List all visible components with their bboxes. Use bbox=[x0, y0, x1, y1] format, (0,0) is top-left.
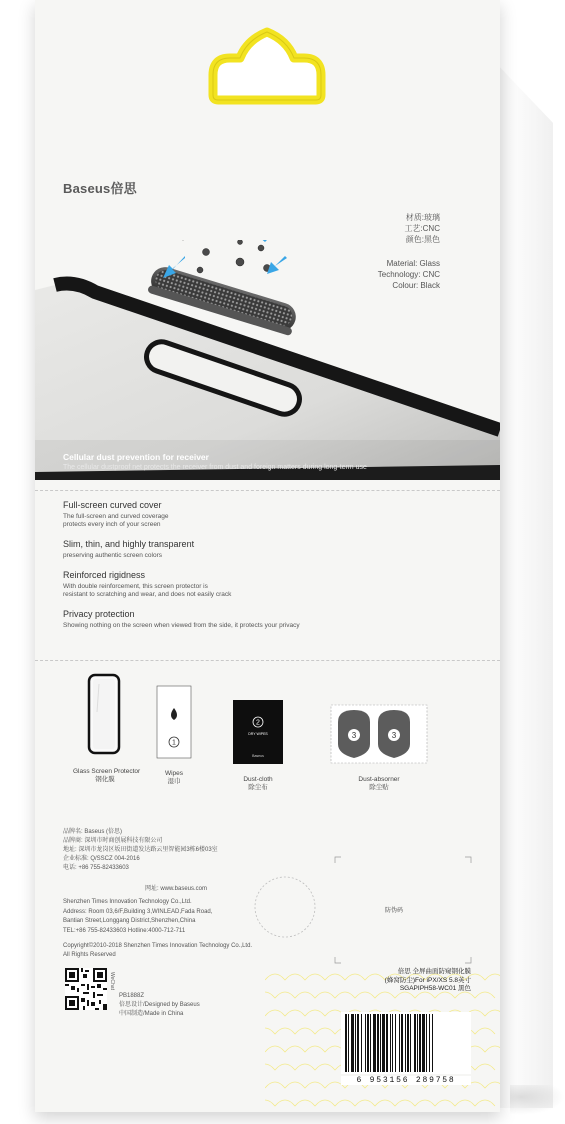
barcode-bar bbox=[373, 1014, 376, 1072]
info-line: 品牌商: 深圳市时商创展科技有限公司 bbox=[63, 838, 163, 844]
anti-counterfeit-label: 防伪码 bbox=[385, 908, 404, 914]
info-line: Address: Room 03,6/F,Building 3,WINLEAD,Fada Road, bbox=[63, 908, 213, 915]
glass-protector-icon bbox=[89, 675, 119, 753]
barcode-bar bbox=[361, 1014, 362, 1072]
info-line: 企业标准: Q/SSCZ 004-2016 bbox=[63, 856, 140, 862]
barcode-bar bbox=[377, 1014, 379, 1072]
barcode-bar bbox=[370, 1014, 371, 1072]
info-line: 品牌名: Baseus (倍思) bbox=[63, 829, 123, 835]
barcode-bar bbox=[399, 1014, 400, 1072]
svg-text:3: 3 bbox=[391, 731, 397, 740]
feature-item bbox=[63, 570, 423, 599]
feature-title: Reinforced rigidness bbox=[63, 570, 146, 580]
barcode-bar bbox=[390, 1014, 391, 1072]
product-name-line: (蜂窝防尘)For iPX/XS 5.8英寸 bbox=[384, 976, 471, 984]
barcode-bar bbox=[426, 1014, 427, 1072]
barcode bbox=[341, 1012, 471, 1074]
wipes-icon bbox=[157, 686, 191, 758]
spec-colour-en: Colour: Black bbox=[392, 281, 440, 290]
design-info-line: 中国制造/Made in China bbox=[119, 1011, 184, 1017]
spec-colour-cn: 颜色:黑色 bbox=[405, 235, 440, 244]
package-back bbox=[35, 0, 500, 1112]
barcode-bar bbox=[432, 1014, 433, 1072]
divider bbox=[35, 660, 500, 661]
brand-logo: Baseus倍思 bbox=[63, 181, 137, 196]
feature-desc bbox=[63, 622, 423, 630]
barcode-bar bbox=[422, 1014, 425, 1072]
svg-text:DRY WIPES: DRY WIPES bbox=[248, 732, 268, 736]
feature-item bbox=[63, 500, 423, 529]
feature-desc-line: The full-screen and curved coverage bbox=[63, 513, 169, 520]
barcode-bar bbox=[401, 1014, 403, 1072]
box-side-panel bbox=[493, 60, 553, 1108]
spec-material-cn: 材质:玻璃 bbox=[405, 213, 440, 222]
item-label-dust-absorber bbox=[339, 776, 419, 792]
barcode-number: 6 953156 289758 bbox=[341, 1076, 471, 1085]
info-line: 地址: 深圳市龙岗区坂田街道发达路云里智能园3栋6楼03室 bbox=[63, 847, 218, 853]
item-label-dust-cloth bbox=[233, 776, 283, 792]
dust-absorber-icon bbox=[331, 705, 427, 763]
info-line: TEL:+86 755-82433603 Hotline:4000-712-711 bbox=[63, 927, 186, 934]
barcode-bar bbox=[355, 1014, 356, 1072]
item-name-cn: 除尘贴 bbox=[369, 784, 389, 791]
info-line: Shenzhen Times Innovation Technology Co.,Ltd. bbox=[63, 899, 192, 905]
feature-item bbox=[63, 609, 423, 630]
hanger-hole bbox=[35, 0, 500, 140]
dust-cloth-icon bbox=[233, 700, 283, 764]
barcode-bar bbox=[365, 1014, 366, 1072]
qr-code bbox=[65, 968, 107, 1010]
feature-item bbox=[63, 539, 423, 560]
feature-desc-line: preserving authentic screen colors bbox=[63, 552, 162, 559]
feature-desc-line: protects every inch of your screen bbox=[63, 521, 161, 528]
package-contents bbox=[35, 672, 500, 812]
item-name-en: Dust-absorner bbox=[358, 776, 400, 783]
copyright-line: All Rights Reserved bbox=[63, 952, 116, 958]
svg-text:1: 1 bbox=[172, 739, 176, 747]
feature-desc bbox=[63, 513, 423, 529]
feature-desc bbox=[63, 583, 423, 599]
item-name-cn: 除尘布 bbox=[248, 784, 268, 791]
spec-material-en: Material: Glass bbox=[386, 259, 440, 268]
barcode-bar bbox=[345, 1014, 347, 1072]
item-name-cn: 湿巾 bbox=[167, 778, 181, 785]
caption-description: The cellular dustproof net protects the receiver from dust and foreign matters during long-term use bbox=[63, 464, 367, 471]
item-name-en: Dust-cloth bbox=[243, 776, 273, 783]
item-name-en: Wipes bbox=[164, 770, 184, 777]
svg-text:Baseus: Baseus bbox=[252, 754, 264, 758]
barcode-bar bbox=[419, 1014, 421, 1072]
barcode-bar bbox=[407, 1014, 409, 1072]
item-name-en: Glass Screen Protector bbox=[73, 768, 141, 775]
design-info bbox=[119, 992, 200, 1019]
design-info-line: 倍思设计/Designed by Baseus bbox=[119, 1002, 200, 1008]
item-label-glass bbox=[73, 768, 141, 784]
barcode-bar bbox=[348, 1014, 349, 1072]
company-info-cn bbox=[63, 828, 218, 873]
barcode-bar bbox=[414, 1014, 416, 1072]
barcode-bar bbox=[392, 1014, 393, 1072]
wechat-label: WeChat bbox=[109, 972, 115, 990]
feature-desc-line: resistant to scratching and wear, and does not easily crack bbox=[63, 591, 232, 598]
design-info-line: PB1888Z bbox=[119, 993, 145, 999]
feature-desc bbox=[63, 552, 423, 560]
company-info-en bbox=[63, 898, 212, 936]
item-name-cn: 钢化膜 bbox=[95, 776, 115, 783]
barcode-bar bbox=[417, 1014, 418, 1072]
barcode-bar bbox=[405, 1014, 406, 1072]
svg-text:2: 2 bbox=[256, 719, 260, 727]
barcode-bar bbox=[367, 1014, 369, 1072]
feature-title: Slim, thin, and highly transparent bbox=[63, 539, 195, 549]
spec-technology-en: Technology: CNC bbox=[377, 270, 440, 279]
anti-counterfeit-area bbox=[225, 855, 475, 965]
feature-title: Full-screen curved cover bbox=[63, 500, 162, 510]
barcode-bar bbox=[382, 1014, 385, 1072]
product-name-line: SGAPIPH58-WC01 黑色 bbox=[399, 985, 471, 992]
feature-desc-line: Showing nothing on the screen when viewed from the side, it protects your privacy bbox=[63, 622, 300, 629]
barcode-bar bbox=[410, 1014, 411, 1072]
item-label-wipes bbox=[149, 770, 199, 786]
copyright bbox=[63, 942, 252, 960]
caption-title: Cellular dust prevention for receiver bbox=[63, 452, 209, 462]
spec-technology-cn: 工艺:CNC bbox=[404, 224, 440, 233]
barcode-bar bbox=[351, 1014, 354, 1072]
barcode-bar bbox=[380, 1014, 381, 1072]
info-line: Bantian Street,Longgang District,Shenzhen,China bbox=[63, 918, 196, 924]
feature-desc-line: With double reinforcement, this screen protector is bbox=[63, 583, 208, 590]
copyright-line: Copyright©2010-2018 Shenzhen Times Innovation Technology Co.,Ltd. bbox=[63, 943, 253, 949]
barcode-bar bbox=[357, 1014, 359, 1072]
barcode-bar bbox=[429, 1014, 430, 1072]
product-name-line: 倍思 全屏曲面防窥钢化膜 bbox=[397, 968, 471, 975]
info-line: 电话: +86 755-82433603 bbox=[63, 865, 129, 871]
website: 网址: www.baseus.com bbox=[145, 886, 208, 892]
barcode-bar bbox=[386, 1014, 388, 1072]
svg-text:3: 3 bbox=[351, 731, 357, 740]
feature-title: Privacy protection bbox=[63, 609, 135, 619]
receiver-mesh-illustration bbox=[35, 240, 500, 480]
feature-list bbox=[63, 500, 423, 640]
barcode-bar bbox=[395, 1014, 396, 1072]
receiver-caption bbox=[63, 452, 367, 471]
divider bbox=[35, 490, 500, 491]
box-shadow bbox=[510, 1085, 565, 1115]
product-name bbox=[341, 968, 471, 994]
